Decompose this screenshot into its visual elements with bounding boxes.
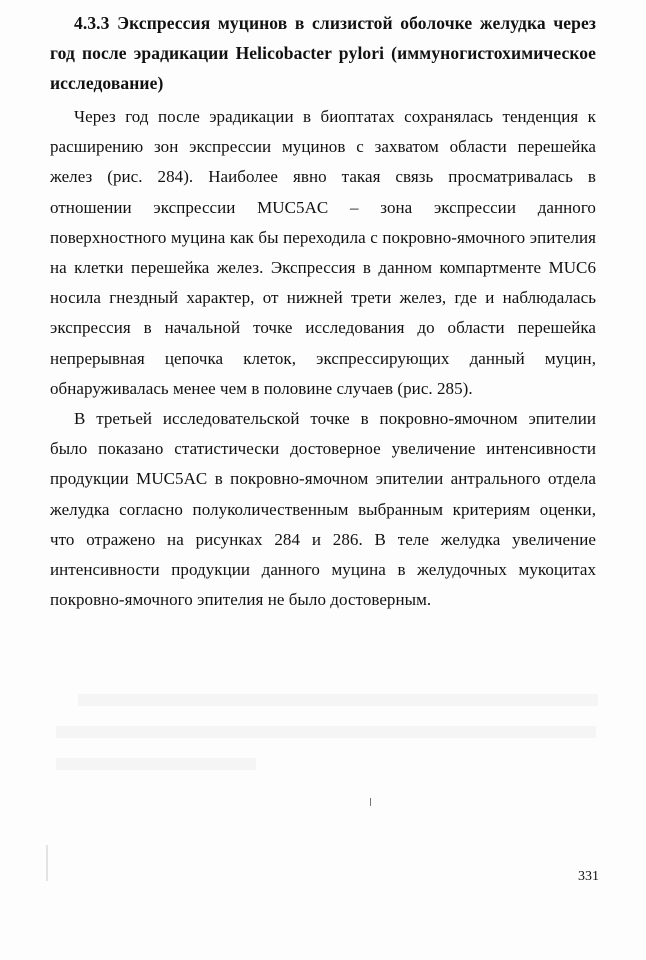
section-heading: 4.3.3 Экспрессия муцинов в слизистой оболочке желудка через год после эрадикации Helicobacter pylori (иммуногистохимическое исследование) (50, 13, 596, 93)
scan-speck (370, 798, 371, 806)
body-paragraph: В третьей исследовательской точке в покровно-ямочном эпителии было показано статистически достоверное увеличение интенсивности продукции MUC5AC в покровно-ямочном эпителии антрального отдела желудка согласно полуколичественным выбранным критериям оценки, что отражено на рисунках 284 и 286. В теле желудка увеличение интенсивности продукции данного муцина в желудочных мукоцитах покровно-ямочного эпителия не было достоверным. (50, 409, 596, 610)
body-paragraph: Через год после эрадикации в биоптатах сохранялась тенденция к расширению зон экспрессии муцинов с захватом области перешейка желез (рис. 284). Наиболее явно такая связь просматривалась в отношении экспрессии MUC5AC – зона экспрессии данного поверхностного муцина как бы переходила с покровно-ямочного эпителия на клетки перешейка желез. Экспрессия в данном компартменте MUC6 носила гнездный характер, от нижней трети желез, где и наблюдалась экспрессия в начальной точке исследования до области перешейка непрерывная цепочка клеток, экспрессирующих данный муцин, обнаруживалась менее чем в половине случаев (рис. 285). (50, 107, 596, 398)
scan-artifact (46, 845, 48, 881)
page-content (50, 8, 596, 615)
show-through-mark (78, 694, 598, 706)
show-through-mark (56, 726, 596, 738)
show-through-mark (56, 758, 256, 770)
page-number: 331 (578, 869, 599, 884)
